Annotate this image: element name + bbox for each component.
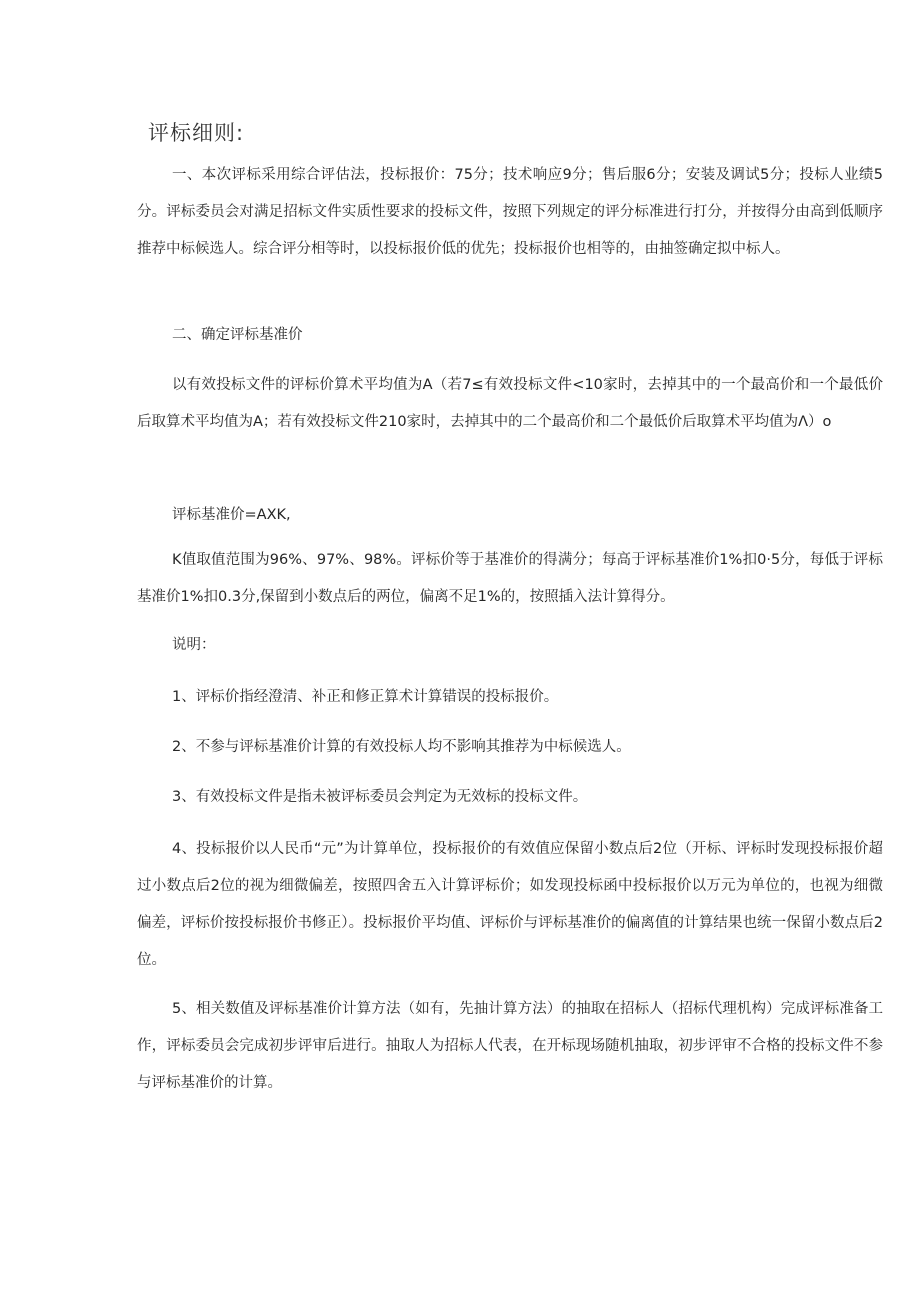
note-item-4: 4、投标报价以人民币“元”为计算单位，投标报价的有效值应保留小数点后2位（开标、评标时发现投标报价超过小数点后2位的视为细微偏差，按照四舍五入计算评标价；如发现投标函中投标报价以万元为单位的，也视为细微偏差，评标价按投标报价书修正）。投标报价平均值、评标价与评标基准价的偏离值的计算结果也统一保留小数点后2位。 <box>137 841 883 968</box>
paragraph-formula: 评标基准价=AXK, <box>172 507 291 523</box>
paragraph-scoring-method: 一、本次评标采用综合评估法，投标报价：75分；技术响应9分；售后服6分；安装及调试5分；投标人业绩5分。评标委员会对满足招标文件实质性要求的投标文件，按照下列规定的评分标准进行打分，并按得分由高到低顺序推荐中标候选人。综合评分相等时，以投标报价低的优先；投标报价也相等的，由抽签确定拟中标人。 <box>137 167 883 257</box>
note-item-1: 1、评标价指经澄清、补正和修正算术计算错误的投标报价。 <box>172 689 559 705</box>
paragraph-heading-benchmark: 二、确定评标基准价 <box>172 327 303 343</box>
note-item-5: 5、相关数值及评标基准价计算方法（如有，先抽计算方法）的抽取在招标人（招标代理机构）完成评标准备工作，评标委员会完成初步评审后进行。抽取人为招标人代表，在开标现场随机抽取，初步评审不合格的投标文件不参与评标基准价的计算。 <box>137 1001 883 1091</box>
note-item-2: 2、不参与评标基准价计算的有效投标人均不影响其推荐为中标候选人。 <box>172 739 631 755</box>
paragraph-average-rule: 以有效投标文件的评标价算术平均值为A（若7≤有效投标文件<10家时，去掉其中的一个最高价和一个最低价后取算术平均值为A；若有效投标文件210家时，去掉其中的二个最高价和二个最低价后取算术平均值为Λ）o <box>137 377 883 430</box>
document-title: 评标细则: <box>148 121 245 145</box>
paragraph-k-value: K值取值范围为96%、97%、98%。评标价等于基准价的得满分；每高于评标基准价1%扣0·5分，每低于评标基准价1%扣0.3分,保留到小数点后的两位，偏离不足1%的，按照插入法计算得分。 <box>137 552 883 605</box>
paragraph-notes-heading: 说明： <box>172 637 216 653</box>
note-item-3: 3、有效投标文件是指未被评标委员会判定为无效标的投标文件。 <box>172 789 588 805</box>
